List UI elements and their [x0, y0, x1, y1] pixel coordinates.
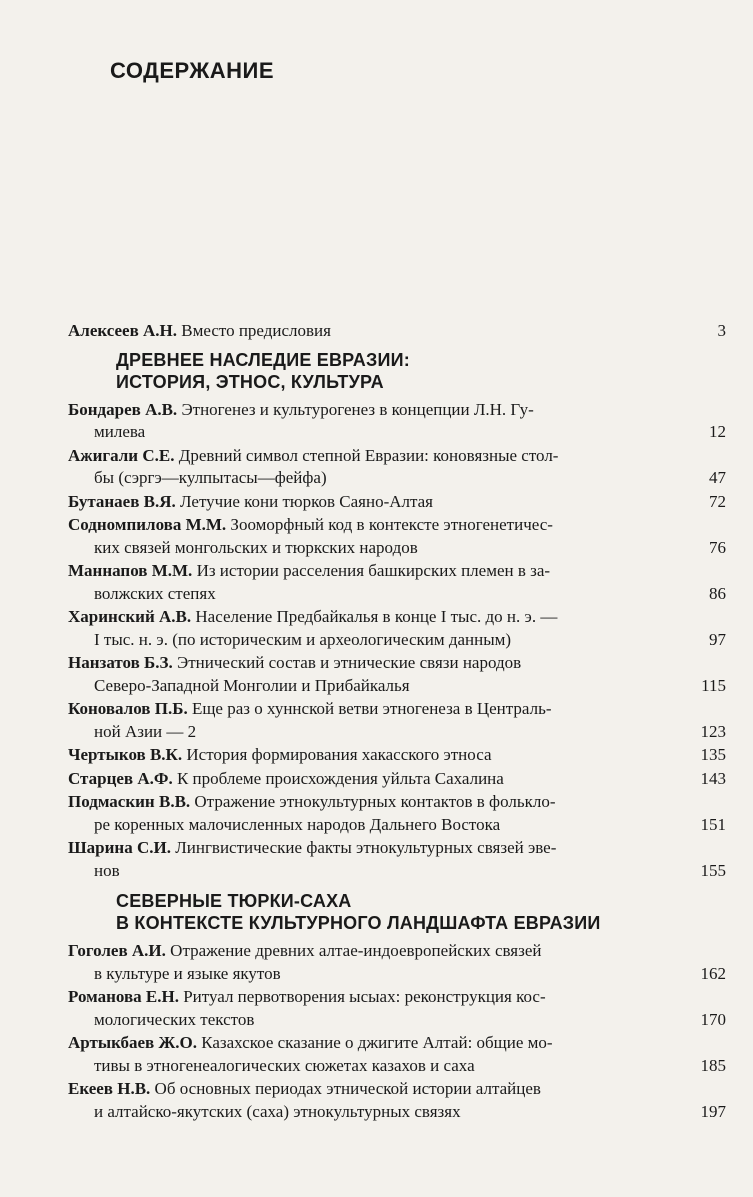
toc-entry-title-continued: ной Азии — 2 [94, 721, 197, 741]
toc-entry-author: Чертыков В.К. [68, 745, 183, 764]
toc-group-intro [68, 320, 726, 343]
toc-entry-title: Население Предбайкалья в конце I тыс. до н. э. — [195, 607, 558, 626]
toc-entry-title: Этногенез и культурогенез в концепции Л.Н. Гу- [181, 399, 534, 419]
toc-entry [68, 320, 726, 343]
toc-entry [68, 986, 726, 1031]
toc-entry [68, 514, 726, 559]
toc-entry-line [68, 699, 552, 718]
toc-entry-page-number: 185 [700, 1055, 726, 1075]
table-of-contents [68, 320, 726, 1124]
toc-entry-author: Романова Е.Н. [68, 987, 179, 1006]
section-heading-line: В КОНТЕКСТЕ КУЛЬТУРНОГО ЛАНДШАФТА ЕВРАЗИИ [116, 913, 601, 933]
toc-entry [68, 491, 726, 514]
toc-entry-title-continued: тивы в этногенеалогических сюжетах казахов и саха [94, 1055, 475, 1075]
toc-entry-author: Маннапов М.М. [68, 561, 193, 580]
toc-entry-line [68, 987, 546, 1006]
toc-entry-page-number: 76 [709, 537, 726, 557]
toc-entry-page-number: 72 [709, 491, 726, 511]
toc-entry [68, 744, 726, 767]
toc-entry-line [68, 1079, 541, 1098]
toc-entry-author: Содномпилова М.М. [68, 515, 227, 534]
section-heading-1 [68, 349, 726, 393]
toc-entry-title: Еще раз о хуннской ветви этногенеза в Централь- [191, 699, 552, 718]
toc-entry-title-continued: и алтайско-якутских (саха) этнокультурных связях [94, 1101, 461, 1121]
toc-entry [68, 560, 726, 605]
section-heading-2 [68, 890, 726, 934]
toc-entry-author: Коновалов П.Б. [68, 699, 188, 718]
toc-entry-line [68, 1033, 553, 1052]
toc-entry [68, 791, 726, 836]
toc-entry-page-number: 12 [709, 422, 726, 441]
toc-entry-page-number: 135 [700, 745, 726, 764]
toc-entry-title-continued: ких связей монгольских и тюркских народов [94, 537, 418, 557]
page-title: СОДЕРЖАНИЕ [110, 58, 275, 83]
toc-entry-title-continued: в культуре и языке якутов [94, 963, 281, 983]
section-heading-line: ИСТОРИЯ, ЭТНОС, КУЛЬТУРА [116, 371, 384, 392]
toc-entry-page-number: 123 [700, 721, 726, 741]
toc-entry-page-number: 162 [700, 963, 726, 983]
toc-entry-page-number: 115 [701, 675, 726, 695]
toc-entry-author: Бутанаев В.Я. [68, 491, 176, 511]
toc-entry-author: Артыкбаев Ж.О. [68, 1033, 198, 1052]
toc-entry-line [68, 941, 541, 960]
toc-entry-title-continued: мологических текстов [94, 1009, 255, 1029]
toc-entry-page-number: 86 [709, 583, 726, 603]
toc-entry-title-continued: I тыс. н. э. (по историческим и археологическим данным) [94, 629, 512, 649]
toc-entry-title: Зооморфный код в контексте этногенетичес- [230, 515, 553, 534]
toc-entry-title: Казахское сказание о джигите Алтай: общие мо- [201, 1033, 553, 1052]
toc-entry-title: К проблеме происхождения уйльта Сахалина [176, 768, 504, 788]
toc-entry-page-number: 47 [709, 468, 726, 487]
toc-entry-page-number: 170 [700, 1009, 726, 1029]
toc-entry [68, 1032, 726, 1077]
toc-group-section-1 [68, 399, 726, 883]
toc-entry [68, 837, 726, 882]
toc-entry [68, 940, 726, 985]
section-heading-line: СЕВЕРНЫЕ ТЮРКИ-САХА [116, 891, 352, 911]
toc-entry-line [68, 446, 558, 465]
toc-entry-author: Харинский А.В. [68, 607, 192, 626]
section-heading-line: ДРЕВНЕЕ НАСЛЕДИЕ ЕВРАЗИИ: [116, 349, 410, 370]
toc-entry-title: Лингвистические факты этнокультурных связей эве- [175, 838, 557, 857]
toc-entry-title-continued: милева [94, 422, 146, 441]
toc-entry-title-continued: бы (сэргэ—кулпытасы—фейфа) [94, 468, 327, 487]
toc-entry-page-number: 97 [709, 629, 726, 649]
toc-entry-title: Древний символ степной Евразии: коновязные стол- [178, 445, 559, 465]
toc-entry-author: Подмаскин В.В. [68, 792, 191, 811]
toc-entry-title-continued: Северо-Западной Монголии и Прибайкалья [94, 675, 410, 695]
toc-entry [68, 652, 726, 697]
toc-entry-line [68, 769, 504, 788]
toc-entry [68, 445, 726, 490]
toc-entry-title-continued: волжских степях [94, 583, 216, 603]
toc-entry-author: Ажигали С.Е. [68, 445, 175, 465]
toc-entry-line [68, 745, 492, 764]
toc-entry-line [68, 515, 553, 534]
toc-entry-line [68, 607, 557, 626]
toc-entry [68, 399, 726, 444]
toc-entry-page-number: 155 [700, 860, 726, 880]
toc-entry-line [68, 400, 534, 419]
toc-entry-title: История формирования хакасского этноса [186, 745, 492, 764]
toc-entry-author: Старцев А.Ф. [68, 768, 173, 788]
toc-entry-title: Отражение древних алтае-индоевропейских связей [170, 941, 542, 960]
toc-entry-page-number: 143 [700, 768, 726, 788]
toc-entry-page-number: 151 [700, 814, 726, 834]
toc-entry-title: Вместо предисловия [181, 321, 331, 340]
toc-entry-title: Из истории расселения башкирских племен в за- [196, 561, 551, 580]
toc-entry-title-continued: нов [94, 860, 120, 880]
toc-entry-line [68, 653, 521, 672]
toc-group-section-2 [68, 940, 726, 1123]
toc-entry [68, 698, 726, 743]
toc-entry-author: Нанзатов Б.З. [68, 653, 173, 672]
toc-entry-title: Ритуал первотворения ысыах: реконструкция кос- [183, 987, 546, 1006]
toc-entry [68, 606, 726, 651]
toc-entry-title-continued: ре коренных малочисленных народов Дальнего Востока [94, 814, 501, 834]
toc-entry-author: Алексеев А.Н. [68, 321, 178, 340]
toc-entry-page-number: 3 [717, 321, 726, 340]
toc-entry-author: Бондарев А.В. [68, 399, 178, 419]
toc-entry-page-number: 197 [700, 1101, 726, 1121]
toc-entry-line [68, 838, 556, 857]
toc-entry [68, 768, 726, 791]
toc-entry-line [68, 561, 550, 580]
toc-entry-line [68, 792, 555, 811]
toc-entry-title: Об основных периодах этнической истории алтайцев [154, 1079, 541, 1098]
toc-entry-title: Этнический состав и этнические связи народов [177, 653, 522, 672]
toc-entry-title: Летучие кони тюрков Саяно-Алтая [180, 491, 433, 511]
toc-entry-author: Шарина С.И. [68, 838, 171, 857]
toc-entry-title: Отражение этнокультурных контактов в фолькло- [194, 792, 556, 811]
toc-entry-line [68, 321, 331, 340]
toc-entry [68, 1078, 726, 1123]
toc-entry-author: Гоголев А.И. [68, 941, 166, 960]
toc-entry-author: Екеев Н.В. [68, 1079, 151, 1098]
toc-entry-line [68, 492, 433, 511]
